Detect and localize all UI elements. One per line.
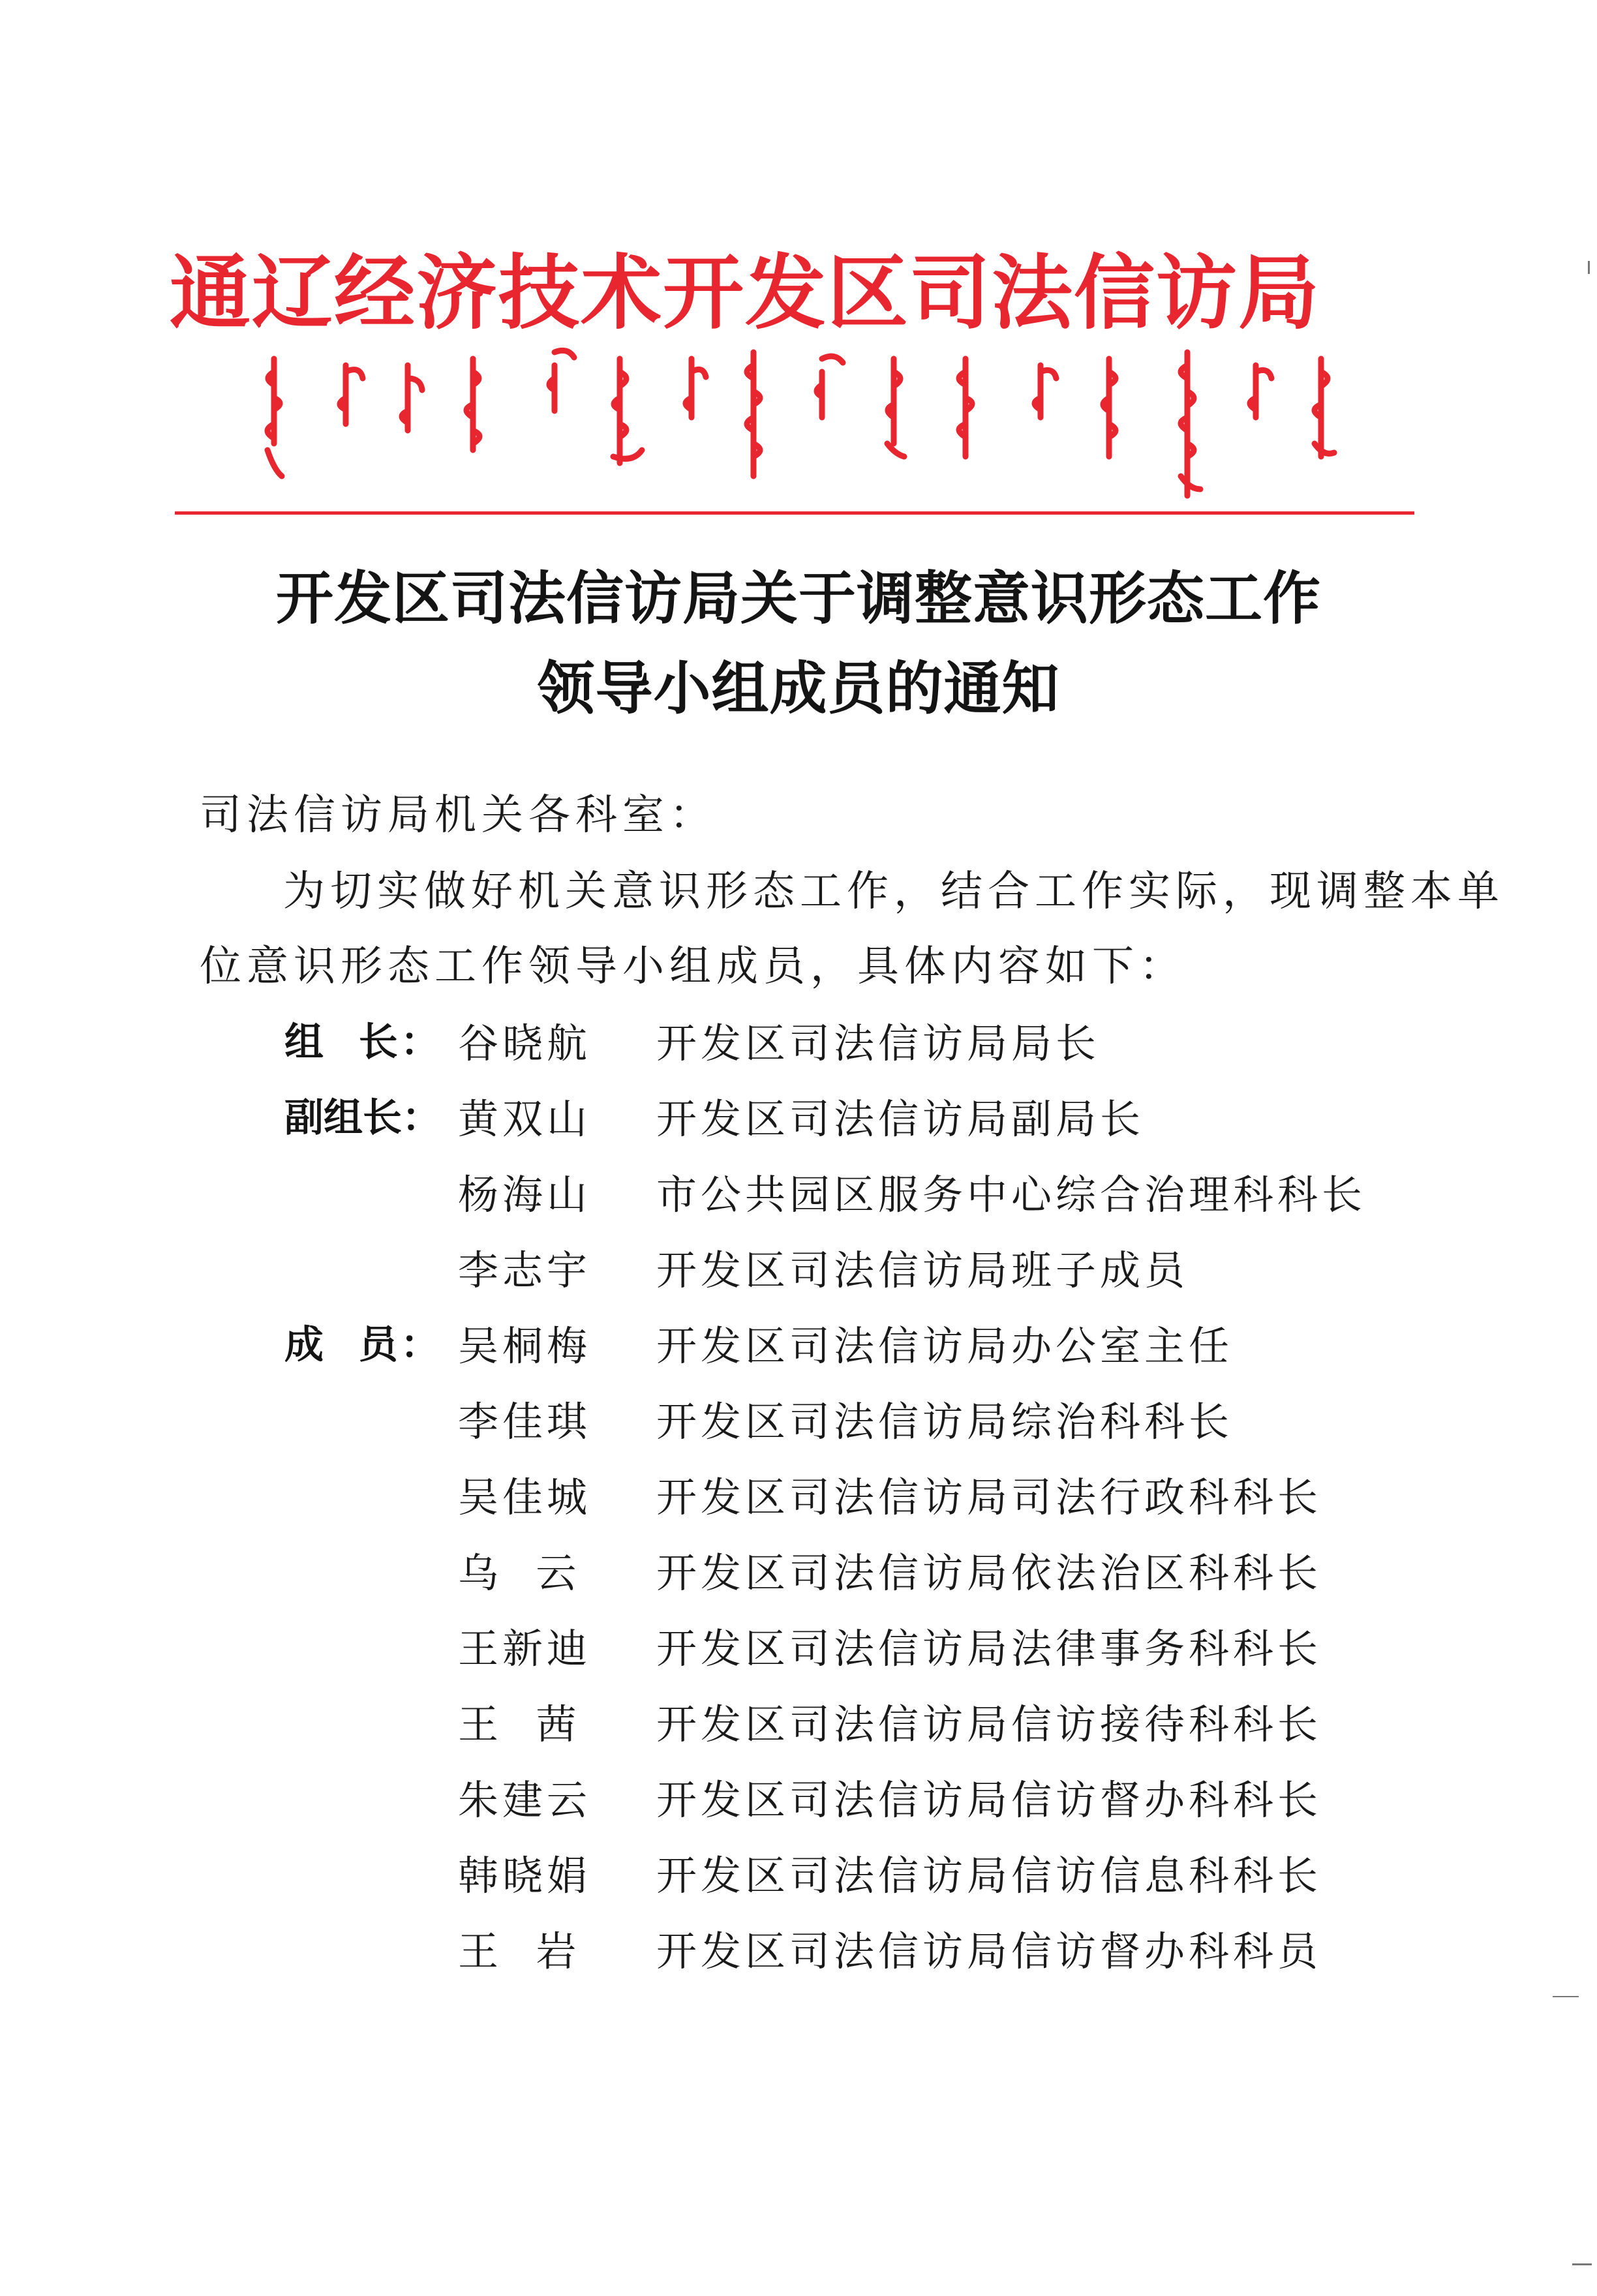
member-position: 开发区司法信访局信访督办科科员 [656, 1927, 1322, 1975]
member-position: 开发区司法信访局班子成员 [656, 1246, 1189, 1294]
member-name: 李志宇 [458, 1246, 592, 1294]
member-name: 吴桐梅 [458, 1322, 592, 1370]
member-name: 朱建云 [458, 1776, 592, 1824]
member-row [0, 1238, 1597, 1301]
member-row [0, 1011, 1597, 1074]
body-paragraph-line-1: 为切实做好机关意识形态工作，结合工作实际，现调整本单 [283, 868, 1504, 916]
member-position: 开发区司法信访局综治科科长 [656, 1398, 1234, 1445]
member-role: 组 长： [284, 1020, 442, 1065]
member-role: 副组长： [284, 1095, 441, 1141]
document-title-line-1: 开发区司法信访局关于调整意识形态工作 [275, 564, 1321, 632]
org-header-title: 通辽经济技术开发区司法信访局 [170, 246, 1321, 340]
member-position: 开发区司法信访局办公室主任 [656, 1322, 1234, 1370]
scan-artifact [1588, 261, 1590, 274]
member-name: 王新迪 [458, 1625, 592, 1672]
member-name: 王 岩 [458, 1927, 581, 1975]
member-name: 李佳琪 [458, 1398, 592, 1445]
member-row [0, 1616, 1597, 1679]
scan-artifact [1572, 2263, 1592, 2265]
member-row [0, 1768, 1597, 1830]
member-position: 开发区司法信访局信访督办科科长 [656, 1776, 1322, 1824]
member-row [0, 1843, 1597, 1906]
member-role: 成 员： [284, 1322, 442, 1368]
member-row [0, 1692, 1597, 1755]
member-name: 王 茜 [458, 1700, 581, 1748]
member-row [0, 1314, 1597, 1376]
member-position: 开发区司法信访局信访信息科科长 [656, 1852, 1322, 1899]
document-title-line-2: 领导小组成员的通知 [537, 654, 1060, 722]
member-row [0, 1389, 1597, 1452]
scan-artifact [1553, 1996, 1579, 1997]
member-name: 乌 云 [458, 1549, 581, 1597]
member-position: 开发区司法信访局依法治区科科长 [656, 1549, 1322, 1597]
header-red-divider [175, 511, 1414, 515]
member-row [0, 1087, 1597, 1149]
member-name: 吴佳城 [458, 1473, 592, 1521]
member-position: 开发区司法信访局司法行政科科长 [656, 1473, 1322, 1521]
member-row [0, 1919, 1597, 1982]
member-name: 韩晓娟 [458, 1852, 592, 1899]
body-paragraph-line-2: 位意识形态工作领导小组成员，具体内容如下： [200, 943, 1186, 991]
member-position: 开发区司法信访局法律事务科科长 [656, 1625, 1322, 1672]
member-position: 开发区司法信访局信访接待科科长 [656, 1700, 1322, 1748]
member-row [0, 1162, 1597, 1225]
member-name: 杨海山 [458, 1171, 592, 1218]
salutation: 司法信访局机关各科室： [200, 791, 716, 839]
member-position: 市公共园区服务中心综合治理科科长 [656, 1171, 1367, 1218]
mongolian-script-org-name [248, 346, 1357, 502]
member-row [0, 1465, 1597, 1528]
member-position: 开发区司法信访局局长 [656, 1020, 1101, 1067]
member-row [0, 1541, 1597, 1603]
member-name: 谷晓航 [458, 1020, 592, 1067]
member-name: 黄双山 [458, 1095, 592, 1143]
member-position: 开发区司法信访局副局长 [656, 1095, 1145, 1143]
